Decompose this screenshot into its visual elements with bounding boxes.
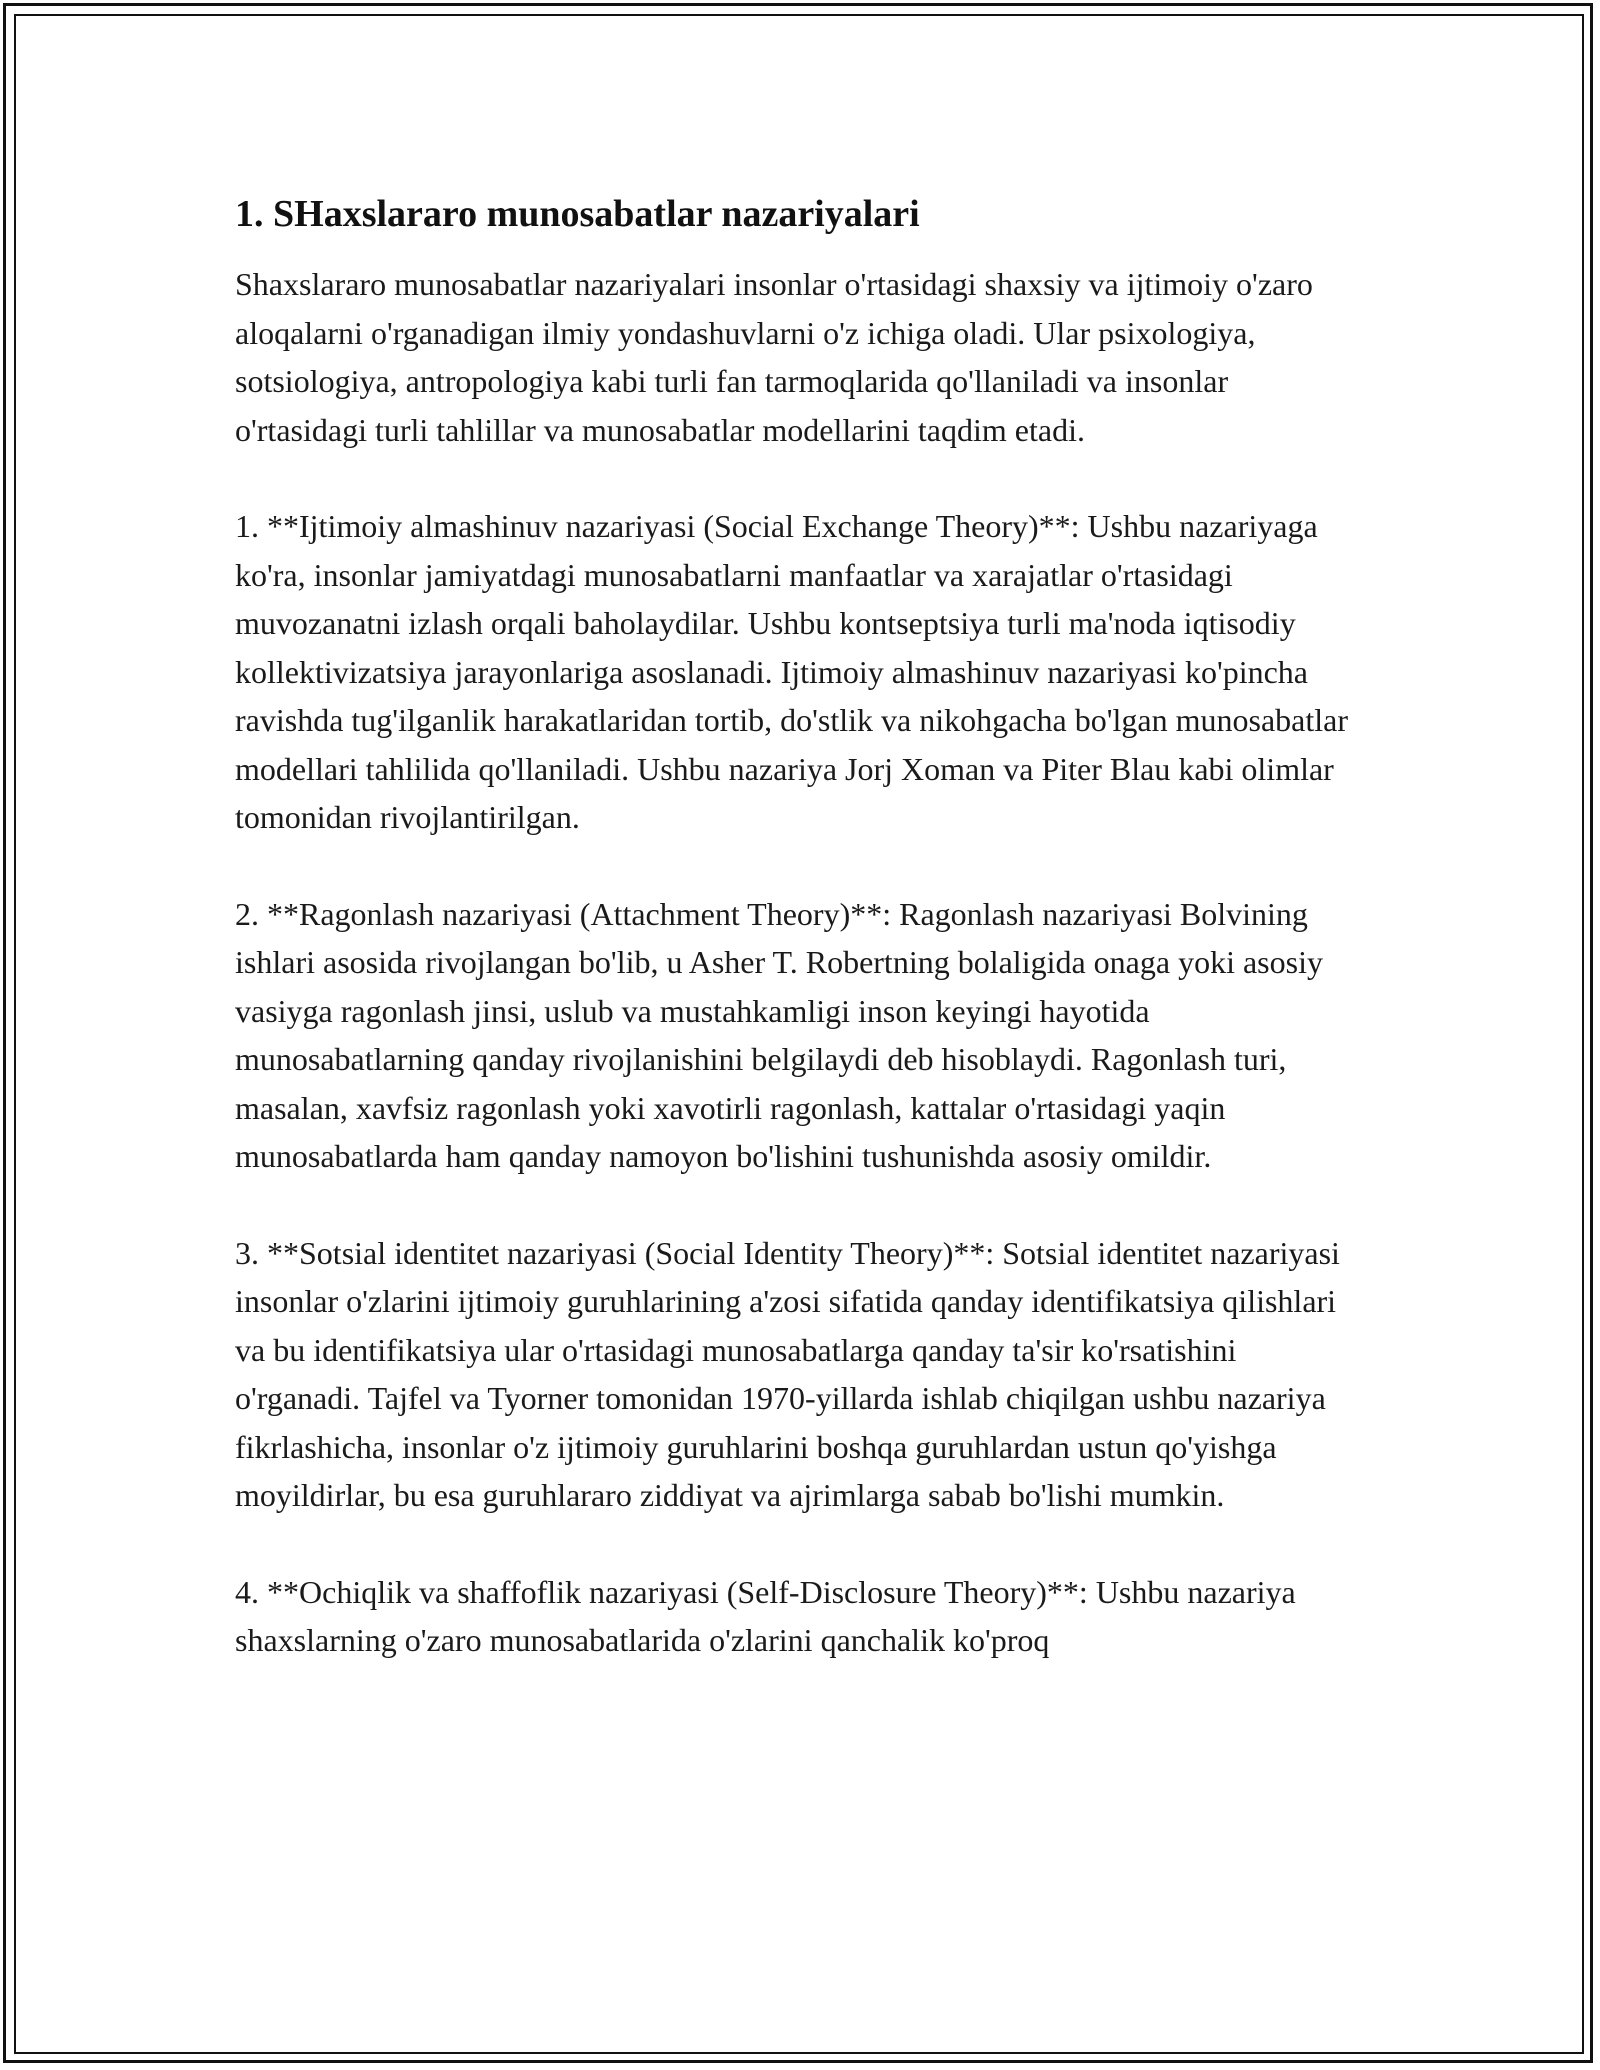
document-body bbox=[235, 185, 1365, 1713]
section-heading: 1. SHaxslararo munosabatlar nazariyalari bbox=[235, 193, 920, 235]
theory-paragraph-social-exchange: 1. **Ijtimoiy almashinuv nazariyasi (Social Exchange Theory)**: Ushbu nazariyaga ko'ra, insonlar jamiyatdagi munosabatlarni manfaatlar va xarajatlar o'rtasidagi muvozanatni izlash orqali baholaydilar. Ushbu kontseptsiya turli ma'noda iqtisodiy kollektivizatsiya jarayonlariga asoslanadi. Ijtimoiy almashinuv nazariyasi ko'pincha ravishda tug'ilganlik harakatlaridan tortib, do'stlik va nikohgacha bo'lgan munosabatlar modellari tahlilida qo'llaniladi. Ushbu nazariya Jorj Xoman va Piter Blau kabi olimlar tomonidan rivojlantirilgan. bbox=[235, 508, 1348, 835]
theory-paragraph-attachment: 2. **Ragonlash nazariyasi (Attachment Theory)**: Ragonlash nazariyasi Bolvining ishlari asosida rivojlangan bo'lib, u Asher T. Robertning bolaligida onaga yoki asosiy vasiyga ragonlash jinsi, uslub va mustahkamligi inson keyingi hayotida munosabatlarning qanday rivojlanishini belgilaydi deb hisoblaydi. Ragonlash turi, masalan, xavfsiz ragonlash yoki xavotirli ragonlash, kattalar o'rtasidagi yaqin munosabatlarda ham qanday namoyon bo'lishini tushunishda asosiy omildir. bbox=[235, 895, 1323, 1174]
intro-paragraph: Shaxslararo munosabatlar nazariyalari insonlar o'rtasidagi shaxsiy va ijtimoiy o'zaro aloqalarni o'rganadigan ilmiy yondashuvlarni o'z ichiga oladi. Ular psixologiya, sotsiologiya, antropologiya kabi turli fan tarmoqlarida qo'llaniladi va insonlar o'rtasidagi turli tahlillar va munosabatlar modellarini taqdim etadi. bbox=[235, 266, 1313, 448]
theory-paragraph-self-disclosure: 4. **Ochiqlik va shaffoflik nazariyasi (Self-Disclosure Theory)**: Ushbu nazariya shaxslarning o'zaro munosabatlarida o'zlarini qanchalik ko'proq bbox=[235, 1573, 1296, 1658]
theory-paragraph-social-identity: 3. **Sotsial identitet nazariyasi (Social Identity Theory)**: Sotsial identitet nazariyasi insonlar o'zlarini ijtimoiy guruhlarining a'zosi sifatida qanday identifikatsiya qilishlari va bu identifikatsiya ular o'rtasidagi munosabatlarga qanday ta'sir ko'rsatishini o'rganadi. Tajfel va Tyorner tomonidan 1970-yillarda ishlab chiqilgan ushbu nazariya fikrlashicha, insonlar o'z ijtimoiy guruhlarini boshqa guruhlardan ustun qo'yishga moyildirlar, bu esa guruhlararo ziddiyat va ajrimlarga sabab bo'lishi mumkin. bbox=[235, 1234, 1340, 1513]
